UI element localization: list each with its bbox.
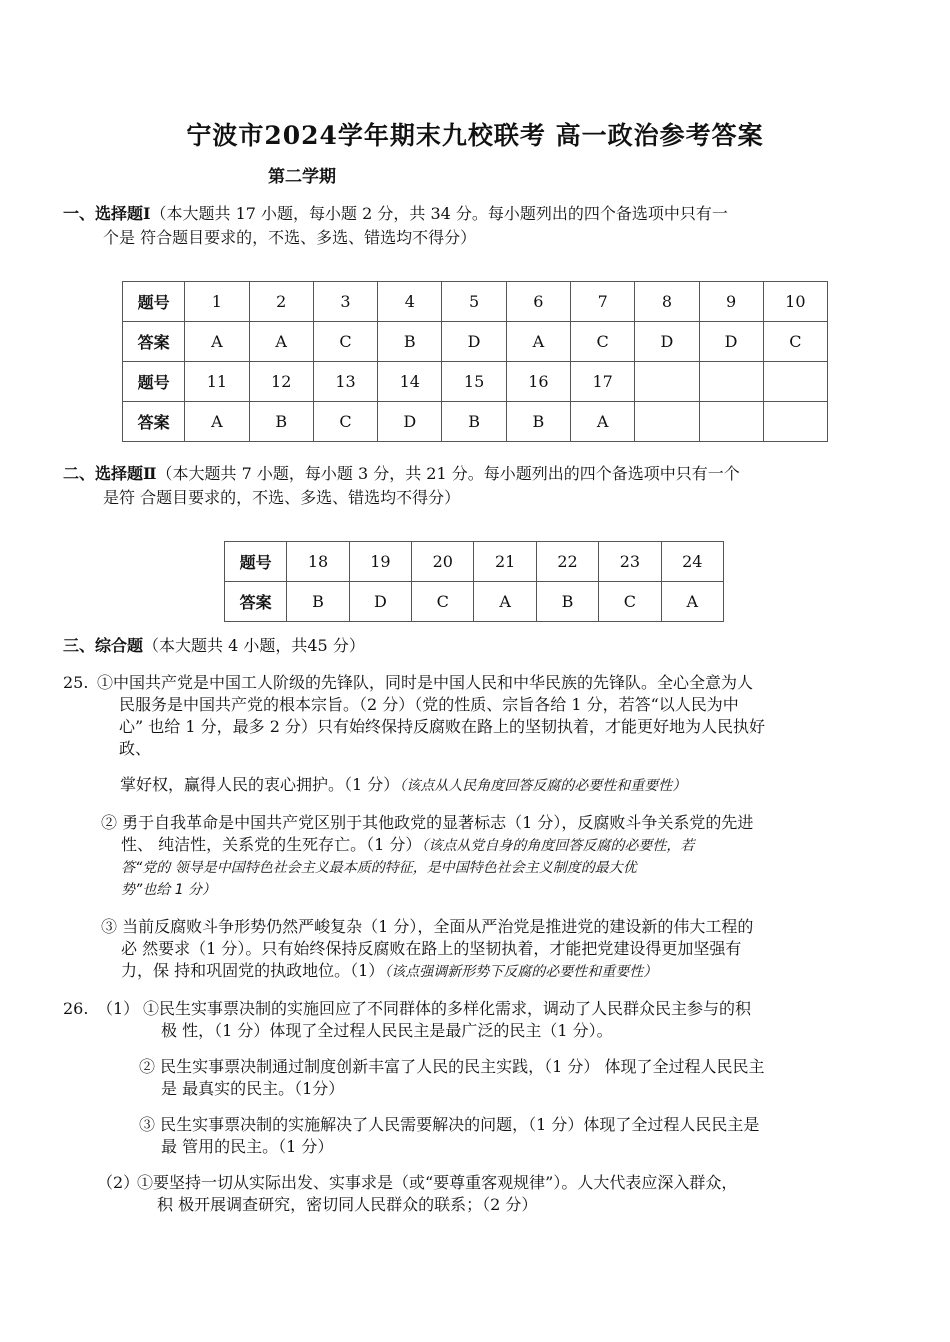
- table-row: [123, 402, 828, 442]
- table-cell: 18: [287, 542, 349, 582]
- section-1-line-1: （本大题共 17 小题，每小题 2 分，共 34 分。每小题列出的四个备选项中只有一: [150, 204, 728, 223]
- text-line: ③ 民生实事票决制的实施解决了人民需要解决的问题，（1 分）体现了全过程人民民主是: [139, 1115, 760, 1134]
- table-cell: A: [661, 582, 723, 622]
- text-line: ② 民生实事票决制通过制度创新丰富了人民的民主实践，（1 分） 体现了全过程人民民主: [139, 1057, 765, 1076]
- table-row: [225, 582, 724, 622]
- page-subtitle: 第二学期: [268, 167, 336, 187]
- table-cell: C: [571, 322, 635, 362]
- table-cell: [699, 362, 763, 402]
- text-line: 性、 纯洁性，关系党的生死存亡。（1 分）: [121, 835, 422, 854]
- table-cell: 14: [378, 362, 442, 402]
- table-cell: 15: [442, 362, 506, 402]
- question-26-point-3: [139, 1114, 899, 1158]
- question-26-point-1: [143, 998, 903, 1042]
- text-note: （该点从党自身的角度回答反腐的必要性，若: [421, 838, 695, 854]
- table-cell: 10: [763, 282, 827, 322]
- table-cell: [763, 402, 827, 442]
- table-cell: [763, 362, 827, 402]
- table-cell: 1: [185, 282, 249, 322]
- table-cell: B: [378, 322, 442, 362]
- table-cell: 21: [474, 542, 536, 582]
- table-cell: D: [442, 322, 506, 362]
- table-cell: [699, 402, 763, 442]
- section-2-instructions: [63, 462, 903, 510]
- text-line: 是 最真实的民主。（1分）: [161, 1079, 345, 1098]
- table-cell: 4: [378, 282, 442, 322]
- text-line: 心” 也给 1 分，最多 2 分）只有始终保持反腐败在路上的坚韧执着，才能更好地为人民执好: [119, 717, 765, 736]
- section-3-instructions: [63, 634, 903, 658]
- text-line: ③ 当前反腐败斗争形势仍然严峻复杂（1 分），全面从严治党是推进党的建设新的伟大工程的: [101, 917, 754, 936]
- text-line: 政、: [119, 739, 152, 758]
- table-cell: 13: [313, 362, 377, 402]
- table-cell: B: [506, 402, 570, 442]
- table-cell: 17: [571, 362, 635, 402]
- text-note: 势”也给 1 分）: [121, 882, 217, 898]
- section-1-line-2: 个是 符合题目要求的，不选、多选、错选均不得分）: [103, 228, 477, 247]
- table-cell: 23: [599, 542, 661, 582]
- answer-table-2: [224, 541, 724, 622]
- table-cell: 12: [249, 362, 313, 402]
- table-cell: [635, 402, 699, 442]
- table-cell: C: [412, 582, 474, 622]
- table-cell: 20: [412, 542, 474, 582]
- text-line: 极 性，（1 分）体现了全过程人民民主是最广泛的民主（1 分）。: [161, 1021, 613, 1040]
- question-26-sub-2: （2）: [97, 1173, 140, 1192]
- table-cell: B: [536, 582, 598, 622]
- question-26-sub-1: （1）: [97, 999, 140, 1018]
- table-cell: [635, 362, 699, 402]
- answer-table-1: [122, 281, 828, 442]
- table-cell: C: [313, 402, 377, 442]
- text-line: ①要坚持一切从实际出发、实事求是（或“要尊重客观规律”）。人大代表应深入群众，: [137, 1173, 738, 1192]
- text-line: 积 极开展调查研究，密切同人民群众的联系；（2 分）: [157, 1195, 538, 1214]
- text-line: 力，保 持和巩固党的执政地位。（1）: [121, 961, 385, 980]
- table-cell: D: [699, 322, 763, 362]
- table-cell: C: [763, 322, 827, 362]
- text-note: （该点强调新形势下反腐的必要性和重要性）: [384, 964, 658, 980]
- table-cell: 22: [536, 542, 598, 582]
- section-3-heading: 三、综合题: [63, 636, 144, 655]
- answer-label: 答案: [225, 582, 287, 622]
- table-cell: 5: [442, 282, 506, 322]
- text-line: 最 管用的民主。（1 分）: [161, 1137, 334, 1156]
- table-cell: C: [599, 582, 661, 622]
- question-26-number: 26.: [63, 999, 89, 1018]
- question-26-point-2: [139, 1056, 899, 1100]
- question-25-point-1-cont: [120, 774, 900, 797]
- answer-label: 答案: [123, 402, 185, 442]
- table-cell: 8: [635, 282, 699, 322]
- table-cell: 16: [506, 362, 570, 402]
- table-cell: 19: [349, 542, 411, 582]
- table-cell: B: [442, 402, 506, 442]
- question-25-point-2: [101, 812, 901, 901]
- text-note: 答“党的 领导是中国特色社会主义最本质的特征，是中国特色社会主义制度的最大优: [121, 860, 637, 876]
- question-25-point-1: [97, 672, 917, 760]
- question-26-point-4: [137, 1172, 897, 1216]
- text-line: 民服务是中国共产党的根本宗旨。（2 分）（党的性质、宗旨各给 1 分，若答“以人民为中: [119, 695, 739, 714]
- section-3-desc: （本大题共 4 小题，共45 分）: [143, 636, 365, 655]
- table-cell: A: [506, 322, 570, 362]
- table-cell: C: [313, 322, 377, 362]
- table-cell: B: [287, 582, 349, 622]
- table-cell: 24: [661, 542, 723, 582]
- section-1-instructions: [63, 202, 903, 250]
- text-line: ①民生实事票决制的实施回应了不同群体的多样化需求，调动了人民群众民主参与的积: [143, 999, 752, 1018]
- question-number-label: 题号: [225, 542, 287, 582]
- text-line: 掌好权，赢得人民的衷心拥护。（1 分）: [120, 775, 400, 794]
- table-cell: D: [349, 582, 411, 622]
- section-2-heading: 二、选择题Ⅱ: [63, 464, 157, 483]
- table-cell: 3: [313, 282, 377, 322]
- answer-label: 答案: [123, 322, 185, 362]
- table-cell: A: [185, 402, 249, 442]
- page-title: 宁波市2024学年期末九校联考 高一政治参考答案: [186, 121, 764, 150]
- table-cell: 7: [571, 282, 635, 322]
- table-cell: 6: [506, 282, 570, 322]
- table-cell: 9: [699, 282, 763, 322]
- table-row: [123, 362, 828, 402]
- section-2-line-1: （本大题共 7 小题，每小题 3 分，共 21 分。每小题列出的四个备选项中只有一个: [156, 464, 740, 483]
- text-note: （该点从人民角度回答反腐的必要性和重要性）: [399, 778, 687, 794]
- table-cell: A: [474, 582, 536, 622]
- table-cell: 2: [249, 282, 313, 322]
- text-line: ② 勇于自我革命是中国共产党区别于其他政党的显著标志（1 分），反腐败斗争关系党的先进: [101, 813, 754, 832]
- table-cell: D: [378, 402, 442, 442]
- question-number-label: 题号: [123, 282, 185, 322]
- table-cell: 11: [185, 362, 249, 402]
- table-row: [225, 542, 724, 582]
- question-25-number: 25.: [63, 673, 89, 692]
- question-25-point-3: [101, 916, 901, 983]
- text-line: ①中国共产党是中国工人阶级的先锋队，同时是中国人民和中华民族的先锋队。全心全意为人: [97, 673, 754, 692]
- table-row: [123, 322, 828, 362]
- text-line: 必 然要求（1 分）。只有始终保持反腐败在路上的坚韧执着，才能把党建设得更加坚强有: [121, 939, 742, 958]
- table-cell: A: [185, 322, 249, 362]
- table-cell: D: [635, 322, 699, 362]
- table-cell: B: [249, 402, 313, 442]
- question-number-label: 题号: [123, 362, 185, 402]
- section-2-line-2: 是符 合题目要求的，不选、多选、错选均不得分）: [103, 488, 461, 507]
- section-1-heading: 一、选择题Ⅰ: [63, 204, 151, 223]
- table-row: [123, 282, 828, 322]
- table-cell: A: [249, 322, 313, 362]
- table-cell: A: [571, 402, 635, 442]
